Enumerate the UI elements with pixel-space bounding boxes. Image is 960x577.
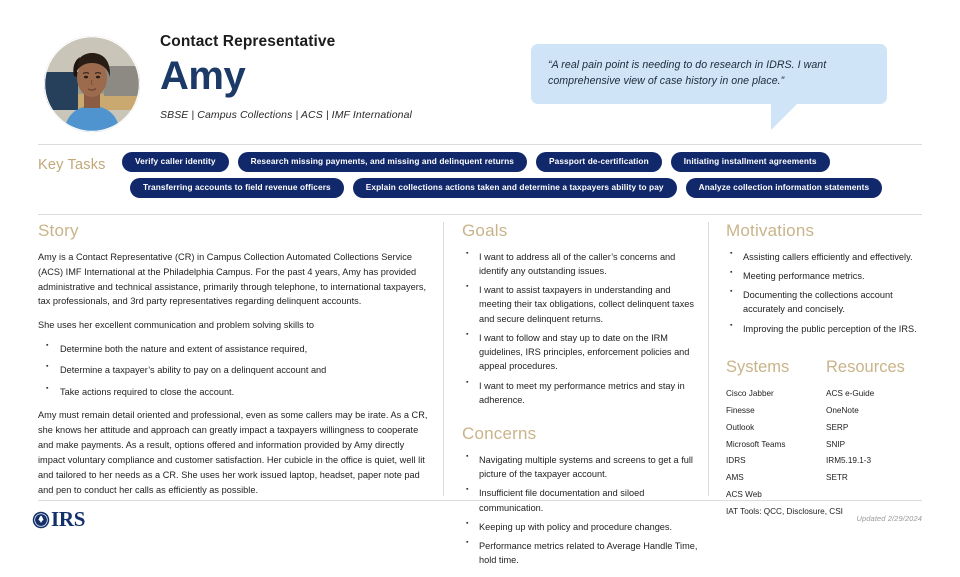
story-paragraph-3: Amy must remain detail oriented and professional, even as some callers may be irate. As a CR, she knows her attitude and approach can greatly impact a taxpayers willingness to cooperate and make payments. As a result, options offered and information provided by Amy directly impact voluntary compliance and customer satisfaction. Her cubicle in the office is quiet, well lit and tailored to her needs as a CR. She uses her work issued laptop, headset, paper note pad and pen to conduct her calls as efficiently as possible. [38, 409, 428, 495]
list-item: ▪ I want to follow and stay up to date on the IRM guidelines, IRS principles, enforcement policies and appeal procedures. [462, 331, 700, 374]
key-task-pill[interactable]: Analyze collection information statements [686, 178, 883, 198]
motivations-heading: Motivations [726, 221, 815, 240]
list-item: Cisco Jabber [726, 389, 774, 399]
story-column [38, 222, 431, 506]
key-tasks-row-2 [122, 178, 922, 198]
irs-logo [32, 509, 85, 530]
motivations-column [726, 222, 931, 521]
story-bullet-list [38, 342, 431, 399]
avatar [44, 36, 140, 132]
list-item: ▪ Insufficient file documentation and siloed communication. [462, 486, 700, 515]
list-item: AMS [726, 473, 744, 483]
list-item: Finesse [726, 405, 755, 415]
irs-seal-icon [32, 511, 50, 529]
list-item: SERP [826, 422, 849, 432]
story-paragraph-2: She uses her excellent communication and problem solving skills to [38, 320, 315, 331]
list-item: ▪ Take actions required to close the account. [38, 385, 431, 399]
list-item: ▪ Keeping up with policy and procedure changes. [462, 520, 700, 534]
key-tasks-row-1 [122, 152, 922, 172]
list-item: IRM5.19.1-3 [826, 456, 872, 466]
header [0, 0, 960, 143]
list-item: IAT Tools: QCC, Disclosure, CSI [726, 506, 843, 516]
list-item: Outlook [726, 422, 755, 432]
list-item: ▪ I want to assist taxpayers in understanding and meeting their tax obligations, collect delinquent taxes and secure delinquent returns. [462, 283, 700, 326]
list-item: ▪ Assisting callers efficiently and effectively. [726, 250, 931, 264]
quote-callout [531, 44, 887, 104]
concerns-heading: Concerns [462, 424, 537, 444]
motivations-list [726, 250, 931, 336]
divider-top [38, 144, 922, 145]
goals-list [462, 250, 700, 408]
story-paragraph-1: Amy is a Contact Representative (CR) in Campus Collection Automated Collections Service (ACS) IMF International at the Philadelphia Campus. For the past 4 years, Amy has provided administrative and technical assistance, primarily through telephone, to international taxpayers, tax professionals, and 3rd party representatives regarding delinquent accounts. [38, 251, 427, 307]
column-divider-1 [443, 222, 444, 496]
footer [0, 502, 960, 540]
quote-text: “A real pain point is needing to do research in IDRS. I want comprehensive view of case history in one place.” [531, 44, 887, 104]
list-item: SNIP [826, 439, 846, 449]
list-item: ▪ Navigating multiple systems and screens to get a full picture of the taxpayer account. [462, 453, 700, 482]
role-title: Contact Representative [160, 33, 336, 50]
resources-block [826, 358, 931, 521]
list-item: ACS e-Guide [826, 389, 875, 399]
irs-wordmark: IRS [51, 507, 86, 531]
quote-tail [771, 104, 797, 130]
goals-heading: Goals [462, 221, 508, 240]
systems-heading: Systems [726, 357, 790, 376]
resources-heading: Resources [826, 357, 905, 376]
key-task-pill[interactable]: Initiating installment agreements [671, 152, 830, 172]
list-item: SETR [826, 473, 848, 483]
key-task-pill[interactable]: Passport de-certification [536, 152, 662, 172]
key-task-pill[interactable]: Explain collections actions taken and determine a taxpayers ability to pay [353, 178, 677, 198]
divider-bottom [38, 500, 922, 501]
key-task-pill[interactable]: Transferring accounts to field revenue officers [130, 178, 344, 198]
key-tasks-section [38, 152, 926, 210]
key-task-pill[interactable]: Research missing payments, and missing and delinquent returns [238, 152, 527, 172]
list-item: ▪ Improving the public perception of the IRS. [726, 322, 931, 336]
list-item: ACS Web [726, 489, 762, 499]
person-meta: SBSE | Campus Collections | ACS | IMF International [160, 109, 412, 121]
list-item: Microsoft Teams [726, 439, 786, 449]
list-item: ▪ Determine both the nature and extent of assistance required, [38, 342, 431, 356]
person-name: Amy [160, 54, 246, 98]
list-item: ▪ Determine a taxpayer’s ability to pay on a delinquent account and [38, 363, 431, 377]
list-item: IDRS [726, 456, 746, 466]
list-item: ▪ Performance metrics related to Average Handle Time, hold time. [462, 539, 700, 568]
list-item: ▪ I want to address all of the caller’s concerns and identify any outstanding issues. [462, 250, 700, 279]
updated-date: Updated 2/29/2024 [856, 514, 922, 523]
systems-resources [726, 358, 931, 521]
key-task-pill[interactable]: Verify caller identity [122, 152, 229, 172]
divider-middle [38, 214, 922, 215]
key-tasks-label: Key Tasks [38, 157, 106, 173]
list-item: ▪ I want to meet my performance metrics and stay in adherence. [462, 379, 700, 408]
story-heading: Story [38, 221, 79, 240]
list-item: ▪ Documenting the collections account accurately and concisely. [726, 288, 931, 317]
list-item: OneNote [826, 405, 859, 415]
list-item: ▪ Meeting performance metrics. [726, 269, 931, 283]
column-divider-2 [708, 222, 709, 496]
key-tasks-rows [122, 152, 922, 204]
person-photo-icon [44, 36, 140, 132]
